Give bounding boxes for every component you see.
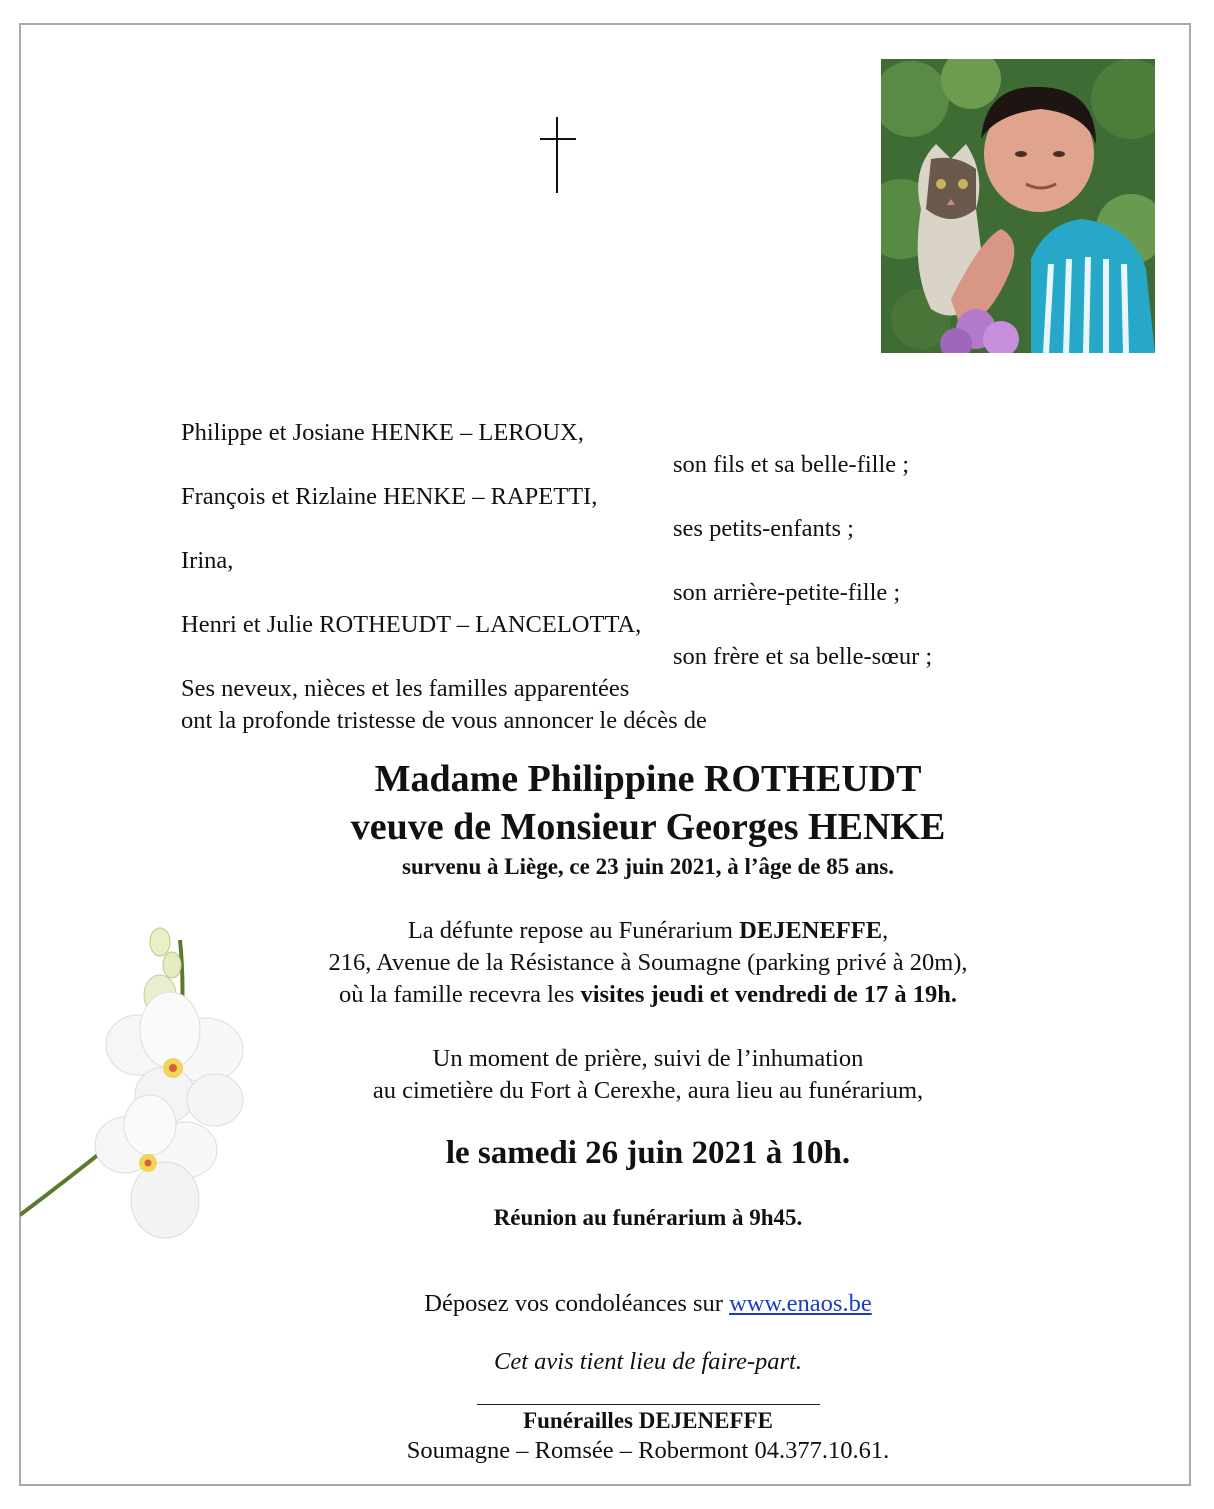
ceremony-line: au cimetière du Fort à Cerexhe, aura lieu au funérarium, bbox=[372, 1077, 924, 1104]
rest-location-line bbox=[250, 915, 1046, 947]
funeral-home-name: DEJENEFFE bbox=[739, 917, 883, 944]
deceased-name: Madame Philippine ROTHEUDT bbox=[374, 758, 922, 800]
visits-text: où la famille recevra les bbox=[338, 981, 581, 1008]
family-member-name: Irina, bbox=[181, 547, 234, 574]
meeting-time: Réunion au funérarium à 9h45. bbox=[493, 1205, 803, 1230]
condolences-text: Déposez vos condoléances sur bbox=[424, 1290, 730, 1317]
portrait-photo bbox=[881, 59, 1155, 353]
deceased-widow-of: veuve de Monsieur Georges HENKE bbox=[350, 806, 946, 848]
family-member-relation: son fils et sa belle-fille ; bbox=[673, 451, 910, 478]
ceremony-date: le samedi 26 juin 2021 à 10h. bbox=[445, 1135, 851, 1171]
notice-text: Cet avis tient lieu de faire-part. bbox=[493, 1348, 802, 1375]
family-member-relation: son arrière-petite-fille ; bbox=[673, 579, 901, 606]
divider bbox=[477, 1404, 820, 1405]
announcement-line: ont la profonde tristesse de vous annoncer le décès de bbox=[181, 707, 707, 734]
visits-line bbox=[250, 979, 1046, 1011]
orchid-flower-icon bbox=[20, 920, 270, 1250]
condolences-link[interactable]: www.enaos.be bbox=[729, 1290, 872, 1317]
condolences-line bbox=[250, 1288, 1046, 1320]
death-details: survenu à Liège, ce 23 juin 2021, à l’âge de 85 ans. bbox=[402, 854, 894, 879]
family-member-name: Philippe et Josiane HENKE – LEROUX, bbox=[181, 419, 584, 446]
cross-icon bbox=[540, 117, 576, 193]
family-member-name: François et Rizlaine HENKE – RAPETTI, bbox=[181, 483, 598, 510]
family-member-relation: son frère et sa belle-sœur ; bbox=[673, 643, 933, 670]
extended-family-line: Ses neveux, nièces et les familles apparentées bbox=[181, 675, 630, 702]
family-member-name: Henri et Julie ROTHEUDT – LANCELOTTA, bbox=[181, 611, 642, 638]
rest-text: , bbox=[882, 917, 889, 944]
footer-locations: Soumagne – Romsée – Robermont 04.377.10.61. bbox=[406, 1437, 890, 1464]
footer-company: Funérailles DEJENEFFE bbox=[523, 1408, 773, 1433]
address-line: 216, Avenue de la Résistance à Soumagne (parking privé à 20m), bbox=[328, 949, 968, 976]
family-member-relation: ses petits-enfants ; bbox=[673, 515, 854, 542]
visits-schedule: visites jeudi et vendredi de 17 à 19h. bbox=[580, 981, 958, 1008]
rest-text: La défunte repose au Funérarium bbox=[407, 917, 740, 944]
ceremony-line: Un moment de prière, suivi de l’inhumation bbox=[432, 1045, 864, 1072]
